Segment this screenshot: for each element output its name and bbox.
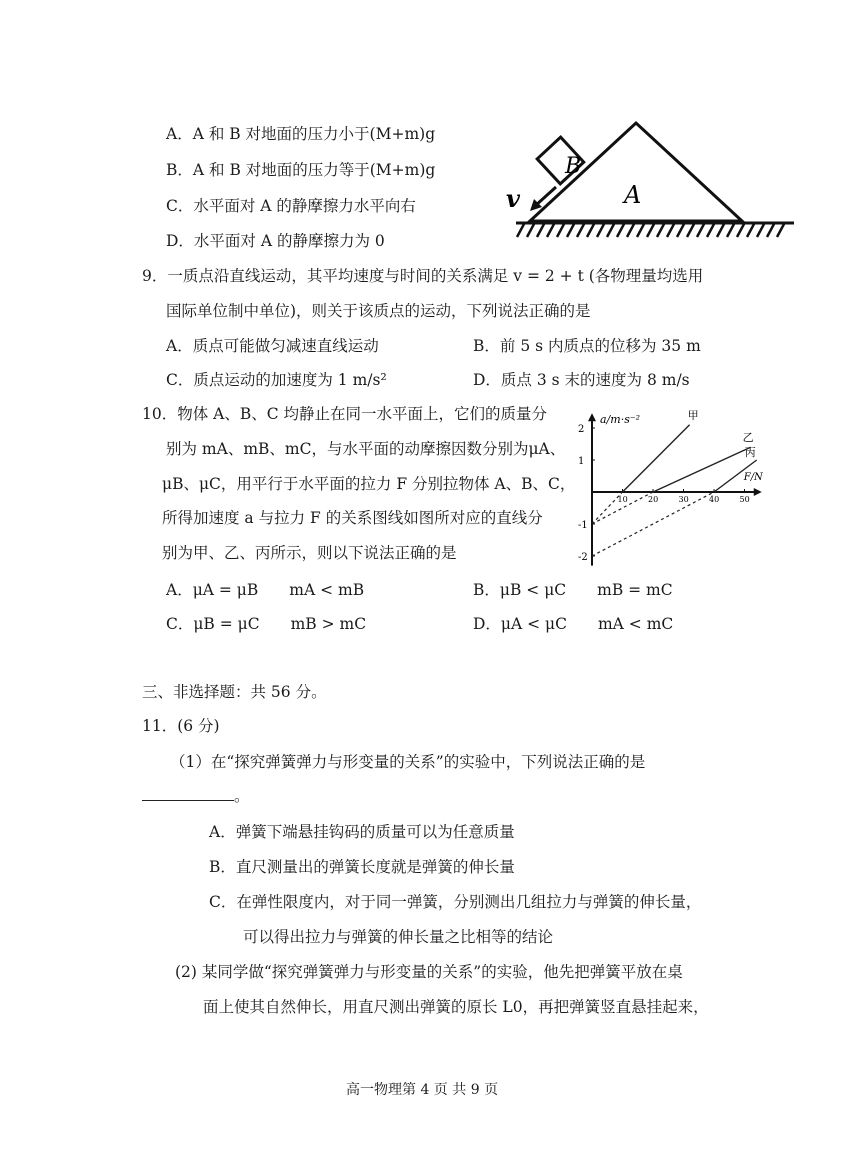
hatch-stroke [767,224,774,237]
q8-option-b: B．A 和 B 对地面的压力等于(M+m)g [166,161,436,179]
q11-option-a: A．弹簧下端悬挂钩码的质量可以为任意质量 [209,823,515,841]
q10-stem-line1: 10．物体 A、B、C 均静止在同一水平面上，它们的质量分 [142,405,548,423]
x-axis-arrow [754,488,762,496]
triangle-a-label: A [624,181,642,209]
q9-option-c: C．质点运动的加速度为 1 m/s² [166,371,387,389]
series-line-乙 [653,447,751,492]
y-tick-label: 2 [578,424,585,435]
q11-part2-line2: 面上使其自然伸长，用直尺测出弹簧的原长 L0，再把弹簧竖直悬挂起来， [203,998,709,1016]
hatch-stroke [717,224,724,237]
q10-stem-line5: 别为甲、乙、丙所示，则以下说法正确的是 [162,544,457,562]
q9-option-b: B．前 5 s 内质点的位移为 35 m [473,337,701,355]
velocity-label: v [506,184,520,213]
y-tick-label: -1 [578,520,588,531]
q11-option-c-line2: 可以得出拉力与弹簧的伸长量之比相等的结论 [243,928,554,946]
series-label: 乙 [742,431,754,445]
hatch-stroke [727,224,734,237]
hatch-stroke [577,224,584,237]
hatch-stroke [687,224,694,237]
hatch-stroke [627,224,634,237]
ground-hatching [517,224,784,237]
hatch-stroke [587,224,594,237]
hatch-stroke [707,224,714,237]
page-footer: 高一物理第 4 页 共 9 页 [346,1082,499,1098]
q8-option-d: D．水平面对 A 的静摩擦力为 0 [166,232,385,250]
hatch-stroke [537,224,544,237]
hatch-stroke [757,224,764,237]
x-tick-label: 20 [648,495,659,504]
hatch-stroke [747,224,754,237]
q9-stem-line2: 国际单位制中单位)，则关于该质点的运动，下列说法正确的是 [166,302,591,320]
q10-option-b: B．μB < μC mB = mC [473,581,673,599]
q10-stem-line2: 别为 mA、mB、mC，与水平面的动摩擦因数分别为μA、 [166,440,566,458]
x-tick-label: 30 [678,495,689,504]
hatch-stroke [637,224,644,237]
hatch-stroke [527,224,534,237]
hatch-stroke [647,224,654,237]
q10-stem-line3: μB、μC，用平行于水平面的拉力 F 分别拉物体 A、B、C， [162,475,576,493]
q11-part1-line1: （1）在“探究弹簧弹力与形变量的关系”的实验中，下列说法正确的是 [170,753,646,771]
hatch-stroke [777,224,784,237]
hatch-stroke [547,224,554,237]
q9-stem-line1: 9．一质点沿直线运动，其平均速度与时间的关系满足 v = 2 + t (各物理量均选用 [142,267,704,285]
series-extension-甲 [592,492,623,524]
series-line-甲 [623,425,690,492]
hatch-stroke [657,224,664,237]
q11-part1-line2: 。 [142,786,250,806]
q11-option-b: B．直尺测量出的弹簧长度就是弹簧的伸长量 [209,858,515,876]
hatch-stroke [567,224,574,237]
section-3-heading: 三、非选择题：共 56 分。 [142,683,327,701]
q9-option-d: D．质点 3 s 末的速度为 8 m/s [473,371,690,389]
q8-option-a: A．A 和 B 对地面的压力小于(M+m)g [166,125,436,143]
velocity-arrow [535,187,556,206]
q10-stem-line4: 所得加速度 a 与拉力 F 的关系图线如图所对应的直线分 [162,509,543,527]
y-tick-label: 1 [578,456,585,467]
x-tick-label: 50 [739,495,750,504]
hatch-stroke [737,224,744,237]
x-axis-label: F/N [743,472,763,483]
x-tick-label: 10 [617,495,628,504]
q10-a-f-chart [560,392,800,572]
hatch-stroke [607,224,614,237]
hatch-stroke [517,224,524,237]
x-tick-label: 40 [709,495,720,504]
series-label: 丙 [744,446,756,459]
q10-option-a: A．μA = μB mA < mB [166,581,365,599]
hatch-stroke [557,224,564,237]
hatch-stroke [617,224,624,237]
series-label: 甲 [687,408,699,422]
hatch-stroke [667,224,674,237]
q10-option-d: D．μA < μC mA < mC [473,615,674,633]
q11-option-c-line1: C．在弹性限度内，对于同一弹簧，分别测出几组拉力与弹簧的伸长量， [209,893,702,911]
y-axis-arrow [588,413,596,421]
block-b-label: B [565,154,582,179]
y-tick-label: -2 [578,552,588,563]
hatch-stroke [677,224,684,237]
q11-part2-line1: (2) 某同学做“探究弹簧弹力与形变量的关系”的实验，他先把弹簧平放在桌 [175,963,683,981]
q10-option-c: C．μB = μC mB > mC [166,615,367,633]
hatch-stroke [697,224,704,237]
q9-option-a: A．质点可能做匀减速直线运动 [166,337,379,355]
hatch-stroke [597,224,604,237]
q8-option-c: C．水平面对 A 的静摩擦力水平向右 [166,197,416,215]
q8-incline-figure [506,115,800,250]
y-axis-label: a/m·s⁻² [600,413,641,427]
q11-heading: 11．(6 分) [142,717,220,735]
answer-blank[interactable] [142,786,234,801]
